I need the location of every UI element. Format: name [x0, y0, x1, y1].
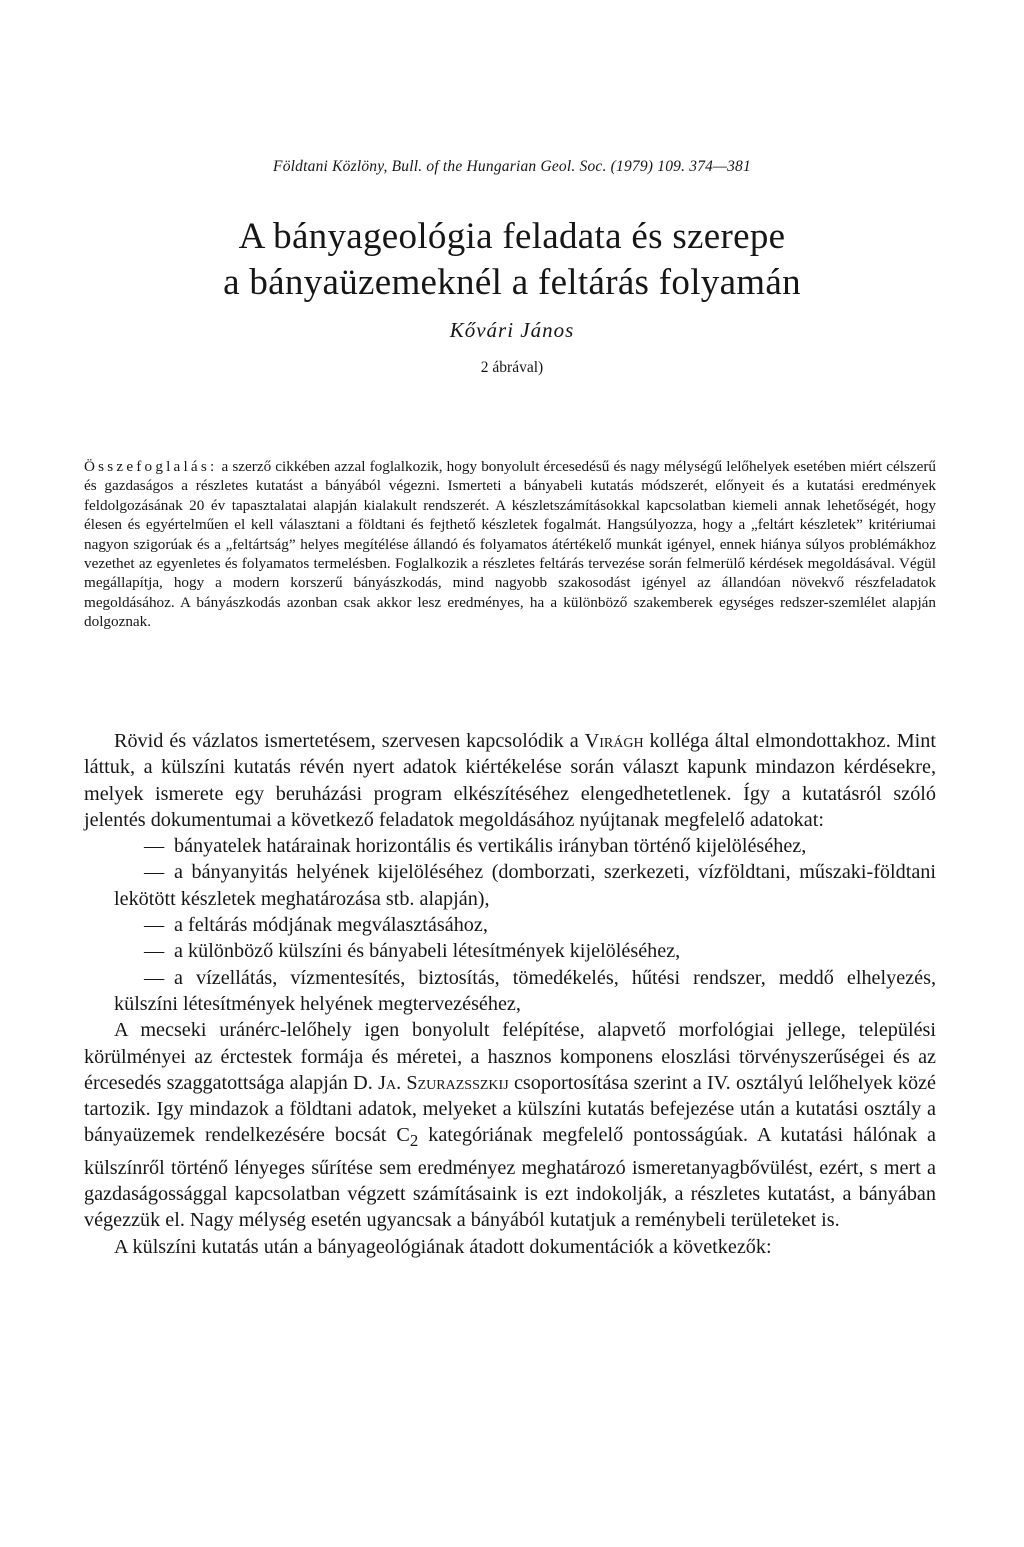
paragraph-3: A külszíni kutatás után a bányageológiának átadott dokumentációk a következők:	[114, 1235, 772, 1258]
paragraph-2-text-a: A mecseki uránérc-lelőhely igen bonyolult felépítése, alapvető morfológiai jellege, települési körülményei az érctestek formája és méretei, a hasznos komponens eloszlási törvényszerűségei és az ércesedés szaggatottsága alapján D.	[84, 1019, 936, 1094]
list-item	[84, 938, 936, 964]
author-ref-viragh: Virágh	[584, 730, 644, 752]
paragraph-1-text-b: kolléga által elmondottakhoz. Mint láttuk, a külszíni kutatás révén nyert adatok kiértékelése során választ kapunk mindazon kérdésekre, melyek ismerete egy beruházási program elkészítéséhez elengedhetetlenek. Így a kutatásról szóló jelentés dokumentumai a következő feladatok megoldásához nyújtanak megfelelő adatokat:	[84, 730, 936, 831]
dash-bullet: —	[144, 835, 165, 858]
dash-bullet: —	[144, 861, 165, 884]
paragraph-1	[84, 728, 936, 833]
author-ref-szurazsszkij: Ja. Szurazsszkij	[378, 1071, 509, 1094]
list-item	[84, 965, 936, 1018]
dash-bullet: —	[144, 914, 165, 937]
abstract-text: a szerző cikkében azzal foglalkozik, hogy bonyolult ércesedésű és nagy mélységű lelőhelyek esetében miért célszerű és gazdaságos a részletes kutatást a bányából végezni. Ismerteti a bányabeli kutatás módszerét, előnyeit és a kutatási eredmények feldolgozásának 20 év tapasztalatai alapján kialakult rendszerét. A készletszámításokkal kapcsolatban kiemeli annak lehetőségét, hogy élesen és egyértelműen el kell választani a földtani és fejthető készletek fogalmát. Hangsúlyozza, hogy a „feltárt készletek” kritériumai nagyon szigorúak és a „feltártság” helyes megítélése állandó és folyamatos átértékelő munkát igényel, ennek hiánya súlyos problémákhoz vezethet az egyenletes és folyamatos termelésben. Foglalkozik a részletes feltárás tervezése során felmerülő kérdések megoldásával. Végül megállapítja, hogy a modern korszerű bányászkodás, mind nagyobb szakosodást igényel az állandóan növekvő részfeladatok megoldásához. A bányászkodás azonban csak akkor lesz eredményes, ha a különböző szakemberek egységes redszer-szemlélet alapján dolgoznak.	[84, 458, 936, 631]
list-item-text: a bányanyitás helyének kijelöléséhez (domborzati, szerkezeti, vízföldtani, műszaki-földtani lekötött készletek meghatározása stb. alapján),	[114, 861, 936, 910]
subscript-2: 2	[409, 1131, 419, 1151]
abstract	[84, 457, 936, 632]
list-item-text: a vízellátás, vízmentesítés, biztosítás, tömedékelés, hűtési rendszer, meddő elhelyezés, külszíni létesítmények helyének megtervezéséhez,	[114, 966, 936, 1015]
list-item-text: bányatelek határainak horizontális és vertikális irányban történő kijelöléséhez,	[174, 835, 807, 858]
title-line-2: a bányaüzemeknél a feltárás folyamán	[223, 262, 801, 303]
dash-bullet: —	[144, 940, 165, 963]
title-line-1: A bányageológia feladata és szerepe	[238, 216, 786, 257]
paragraph-1-text-a: Rövid és vázlatos ismertetésem, szervesen kapcsolódik a	[114, 730, 585, 752]
journal-header: Földtani Közlöny, Bull. of the Hungarian Geol. Soc. (1979) 109. 374—381	[273, 158, 751, 175]
paragraph-2-text-c: kategóriának megfelelő pontosságúak. A kutatási hálónak a külszínről történő lényeges sűrítése sem eredményez meghatározó ismeretanyagbővülést, ezért, s mert a gazdaságossággal kapcsolatban végzett számításaink is ezt indokolják, a részletes kutatást, a bányában végezzük el. Nagy mélység esetén ugyancsak a bányából kutatjuk a reménybeli területeket is.	[84, 1124, 936, 1232]
body-text	[84, 728, 936, 1260]
figures-note: 2 ábrával)	[480, 359, 544, 376]
list-item-text: a feltárás módjának megválasztásához,	[174, 914, 488, 937]
article-title	[0, 214, 1024, 306]
list-item-text: a különböző külszíni és bányabeli létesítmények kijelöléséhez,	[174, 940, 681, 963]
paragraph-2	[84, 1017, 936, 1233]
list-item	[84, 833, 936, 859]
paragraph-2-text-b: csoportosítása szerint a IV. osztályú lelőhelyek közé tartozik. Igy mindazok a földtani adatok, melyeket a külszíni kutatás befejezése után a kutatási osztály a bányaüzemek rendelkezésére bocsát C	[84, 1071, 937, 1147]
dash-bullet: —	[144, 966, 165, 989]
author-name: Kővári János	[449, 318, 575, 342]
list-item	[84, 912, 936, 938]
list-item	[84, 859, 936, 912]
abstract-label: Összefoglalás:	[84, 458, 218, 475]
